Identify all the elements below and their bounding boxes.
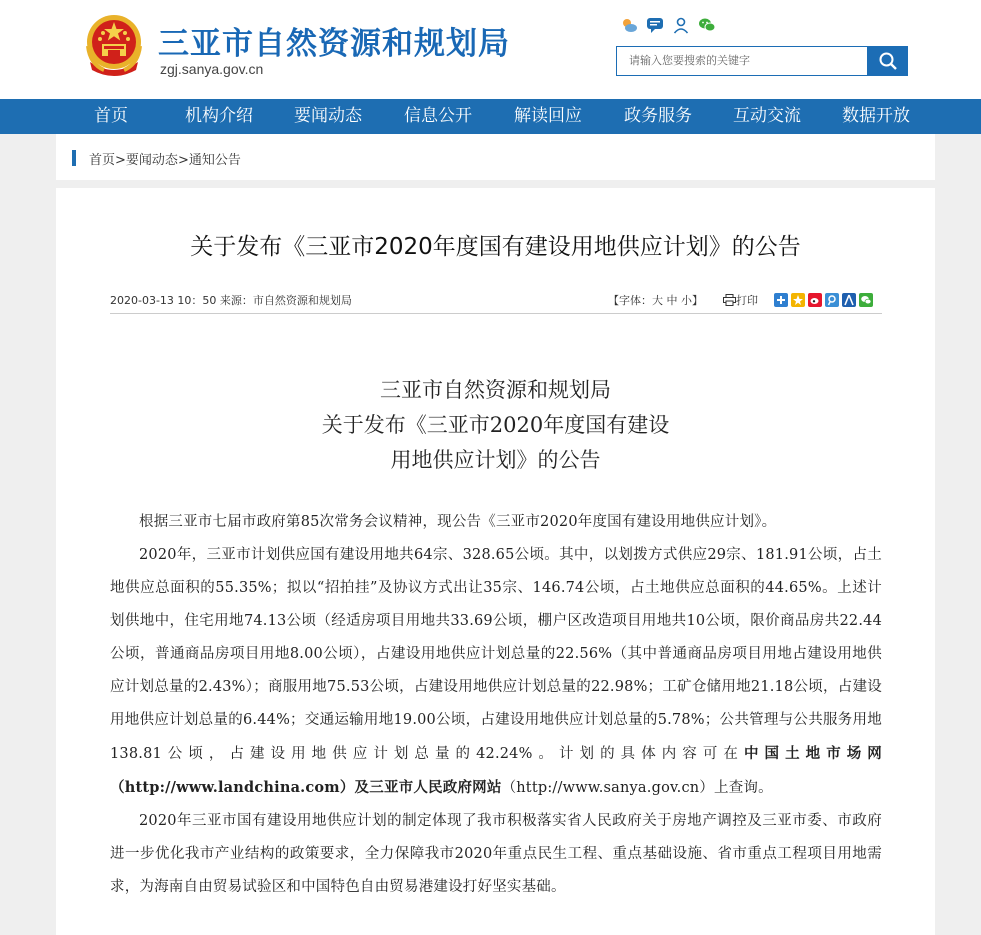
landchina-url: （http://www.landchina.com）及: [110, 779, 370, 796]
document-heading-line-1: 三亚市自然资源和规划局: [380, 378, 611, 402]
sanya-gov-link[interactable]: 三亚市人民政府网站: [369, 779, 502, 796]
site-domain: zgj.sanya.gov.cn: [160, 61, 264, 77]
breadcrumb-separator: >: [115, 153, 126, 168]
font-size-medium[interactable]: 中: [666, 294, 678, 307]
breadcrumb-section[interactable]: 要闻动态: [125, 153, 178, 168]
body-paragraph: 2020年三亚市国有建设用地供应计划的制定体现了我市积极落实省人民政府关于房地产调控及三亚市委、市政府进一步优化我市产业结构的政策要求，全力保障我市2020年重点民生工程、重点基础设施、省市重点工程项目用地需求，为海南自由贸易试验区和中国特色自由贸易港建设打好坚实基础。: [110, 813, 882, 895]
landchina-link[interactable]: 中国土地市场网: [743, 745, 883, 762]
font-size-large[interactable]: 大: [652, 294, 663, 307]
share-plus-icon[interactable]: [774, 293, 788, 307]
national-emblem-icon: [82, 12, 146, 82]
breadcrumb-bar: [56, 134, 935, 180]
weather-icon[interactable]: [620, 16, 638, 34]
search-input[interactable]: [616, 46, 868, 76]
nav-item-about[interactable]: 机构介绍: [185, 106, 253, 126]
share-renren-icon[interactable]: [842, 293, 856, 307]
share-bar: [774, 293, 873, 307]
body-paragraph: 根据三亚市七届市政府第85次常务会议精神，现公告《三亚市2020年度国有建设用地供应计划》。: [139, 514, 777, 530]
site-header: [0, 0, 981, 99]
font-size-close: 】: [692, 294, 703, 307]
document-heading-line-3: 用地供应计划》的公告: [390, 448, 601, 472]
top-icon-bar: [620, 16, 716, 34]
site-title[interactable]: 三亚市自然资源和规划局: [158, 26, 510, 62]
article-panel: [56, 188, 935, 935]
wechat-icon[interactable]: [698, 16, 716, 34]
nav-item-interpret[interactable]: 解读回应: [514, 106, 582, 126]
nav-item-data[interactable]: 数据开放: [842, 106, 910, 126]
document-heading-line-2: 关于发布《三亚市2020年度国有建设: [321, 413, 670, 437]
search-icon: [878, 51, 898, 71]
breadcrumb: [89, 149, 241, 168]
font-size-small[interactable]: 小: [681, 294, 692, 307]
print-button[interactable]: [723, 292, 758, 308]
nav-item-news[interactable]: 要闻动态: [294, 106, 362, 126]
body-text-span: 2020年，三亚市计划供应国有建设用地共64宗、328.65公顷。其中，以划拨方式供应29宗、181.91公顷，占土地供应总面积的55.35%；拟以“招拍挂”及协议方式出让35宗、146.74公顷，占土地供应总面积的44.65%。上述计划供地中，住宅用地74.13公顷（经适房项目用地共33.69公顷，棚户区改造项目用地共10公顷，限价商品房共22.44公顷，普通商品房项目用地8.00公顷），占建设用地供应计划总量的22.56%（其中普通商品房项目用地占建设用地供应计划总量的2.43%）；商服用地75.53公顷，占建设用地供应计划总量的22.98%；工矿仓储用地21.18公顷，占建设用地供应计划总量的6.44%；交通运输用地19.00公顷，占建设用地供应计划总量的5.78%；公共管理与公共服务用地138.81公顷，占建设用地供应计划总量的42.24%。计划的具体内容可在: [110, 547, 882, 762]
article-body: [110, 506, 882, 904]
user-icon[interactable]: [672, 16, 690, 34]
main-nav: [0, 99, 981, 134]
print-label: 打印: [736, 294, 758, 307]
share-qzone-icon[interactable]: [791, 293, 805, 307]
breadcrumb-home[interactable]: 首页: [89, 153, 116, 168]
printer-icon: [723, 294, 736, 306]
body-paragraph: [110, 539, 882, 805]
font-size-label: 【字体：: [608, 294, 652, 307]
article-meta: [110, 292, 352, 308]
article-title: 关于发布《三亚市2020年度国有建设用地供应计划》的公告: [190, 234, 801, 260]
share-tencent-icon[interactable]: [825, 293, 839, 307]
breadcrumb-current[interactable]: 通知公告: [188, 153, 241, 168]
breadcrumb-separator: >: [177, 153, 189, 168]
nav-item-services[interactable]: 政务服务: [624, 106, 692, 126]
meta-divider: [110, 313, 882, 314]
chat-icon[interactable]: [646, 16, 664, 34]
search-button[interactable]: [867, 46, 908, 76]
breadcrumb-marker: [72, 150, 76, 166]
body-text-span: （http://www.sanya.gov.cn）上查询。: [501, 780, 773, 796]
nav-item-home[interactable]: 首页: [94, 106, 128, 126]
share-wechat-icon[interactable]: [859, 293, 873, 307]
article-source: 来源：市自然资源和规划局: [219, 294, 352, 307]
share-weibo-icon[interactable]: [808, 293, 822, 307]
nav-item-info[interactable]: 信息公开: [404, 106, 472, 126]
article-tools: [608, 292, 873, 308]
nav-item-interaction[interactable]: 互动交流: [733, 106, 801, 126]
publish-date: 2020-03-13 10：50: [110, 294, 217, 307]
